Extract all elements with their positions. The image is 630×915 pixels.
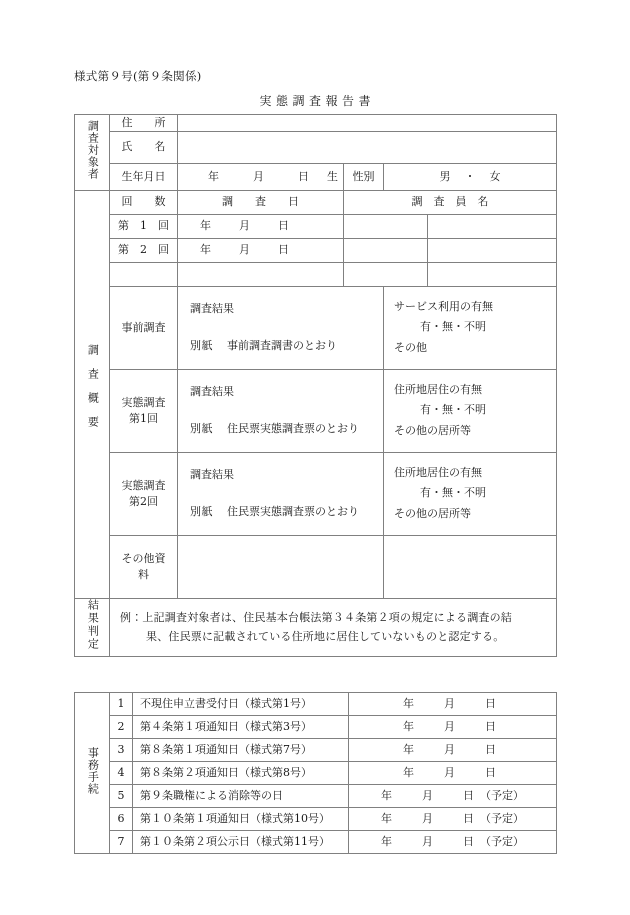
preliminary-survey-row — [75, 286, 557, 369]
procedure-row-date[interactable] — [349, 716, 557, 739]
actual-survey-2-attachment-prefix: 別紙 — [190, 504, 213, 518]
procedure-planned-marker: （予定） — [480, 812, 524, 826]
preliminary-survey-body[interactable] — [178, 286, 384, 369]
outline-vertical-label-text: 調査概要 — [86, 343, 100, 440]
actual-survey-1-attachment-prefix: 別紙 — [190, 421, 213, 435]
table-row — [75, 762, 557, 785]
visit-2-day-marker: 日 — [278, 243, 289, 257]
dob-day-marker: 日 — [298, 169, 309, 183]
subject-dob-row — [75, 163, 557, 190]
visit-3-count[interactable] — [110, 262, 178, 286]
procedure-planned-marker: （予定） — [480, 835, 524, 849]
actual-survey-2-label-line-2: 第2回 — [129, 494, 158, 508]
judgement-vertical-label — [75, 598, 110, 656]
actual-survey-2-finding-other: その他の居所等 — [394, 507, 471, 521]
procedure-row-item: 第８条第１項通知日（様式第7号） — [133, 739, 349, 762]
table-row — [75, 238, 557, 262]
preliminary-survey-label — [110, 286, 178, 369]
procedure-row-item: 第８条第２項通知日（様式第8号） — [133, 762, 349, 785]
procedure-vertical-label — [75, 693, 110, 854]
subject-name-row — [75, 131, 557, 163]
actual-survey-1-finding-line-1: 住所地居住の有無 — [394, 382, 482, 396]
actual-survey-2-attachment-text: 住民票実態調査票のとおり — [227, 504, 359, 518]
actual-survey-2-result-label: 調査結果 — [190, 468, 234, 482]
preliminary-finding-line-1: サービス利用の有無 — [394, 299, 493, 313]
other-materials-finding[interactable] — [384, 535, 557, 598]
preliminary-attachment-prefix: 別紙 — [190, 338, 213, 352]
subject-vertical-label — [75, 115, 110, 191]
procedure-row-date[interactable] — [349, 762, 557, 785]
procedure-row-number: 7 — [110, 831, 133, 854]
page-title: 実態調査報告書 — [259, 94, 375, 108]
actual-survey-2-label — [110, 452, 178, 535]
actual-survey-2-finding-line-1: 住所地居住の有無 — [394, 465, 482, 479]
other-materials-label-line-2: 料 — [138, 567, 149, 581]
procedure-month-marker: 月 — [444, 720, 455, 734]
visit-2-investigator-2[interactable] — [428, 238, 557, 262]
procedure-row-item: 第９条職権による消除等の日 — [133, 785, 349, 808]
visit-1-year-marker: 年 — [200, 219, 211, 233]
name-field[interactable] — [178, 131, 557, 163]
procedure-day-marker: 日 — [463, 812, 474, 826]
actual-survey-1-label-line-2: 第1回 — [129, 411, 158, 425]
dob-field[interactable] — [178, 163, 344, 190]
procedure-month-marker: 月 — [422, 812, 433, 826]
preliminary-attachment — [190, 338, 383, 355]
actual-survey-2-attachment — [190, 504, 383, 521]
procedure-year-marker: 年 — [381, 812, 392, 826]
visit-1-date[interactable] — [178, 214, 344, 238]
procedure-month-marker: 月 — [444, 697, 455, 711]
judgement-line-2: 果、住民票に記載されている住所地に居住していないものと認定する。 — [146, 630, 505, 644]
table-row — [75, 214, 557, 238]
procedure-row-number: 4 — [110, 762, 133, 785]
sex-label: 性別 — [344, 163, 384, 190]
other-materials-label-line-1: その他資 — [121, 552, 166, 565]
procedure-row-date[interactable] — [349, 693, 557, 716]
sex-male-option[interactable]: 男 — [439, 169, 451, 183]
procedure-day-marker: 日 — [463, 789, 474, 803]
procedure-day-marker: 日 — [485, 720, 496, 734]
preliminary-attachment-text: 事前調査調書のとおり — [227, 338, 337, 352]
actual-survey-2-finding-options[interactable]: 有・無・不明 — [420, 486, 486, 500]
table-row — [75, 831, 557, 854]
sex-choice[interactable] — [384, 163, 557, 190]
procedure-row-date[interactable] — [349, 739, 557, 762]
actual-survey-2-label-line-1: 実態調査 — [121, 479, 166, 492]
judgement-line-1: 例：上記調査対象者は、住民基本台帳法第３４条第２項の規定による調査の結 — [120, 611, 512, 625]
procedure-month-marker: 月 — [444, 766, 455, 780]
visit-2-year-marker: 年 — [200, 243, 211, 257]
judgement-text[interactable] — [110, 598, 557, 656]
procedure-year-marker: 年 — [403, 697, 414, 711]
dob-label: 生年月日 — [110, 163, 178, 190]
procedure-day-marker: 日 — [485, 743, 496, 757]
judgement-vertical-label-text: 結果判定 — [86, 598, 100, 651]
sex-separator: ・ — [464, 169, 476, 183]
procedure-row-item: 不現住申立書受付日（様式第1号） — [133, 693, 349, 716]
procedure-planned-marker: （予定） — [480, 789, 524, 803]
procedure-year-marker: 年 — [381, 789, 392, 803]
actual-survey-2-finding[interactable] — [384, 452, 557, 535]
preliminary-result-label: 調査結果 — [190, 302, 234, 316]
name-label: 氏 名 — [110, 131, 178, 163]
procedure-row-date[interactable] — [349, 831, 557, 854]
actual-survey-2-body[interactable] — [178, 452, 384, 535]
preliminary-finding-options[interactable]: 有・無・不明 — [420, 320, 486, 334]
procedure-row-item: 第１０条第２項公示日（様式第11号） — [133, 831, 349, 854]
table-row — [75, 716, 557, 739]
visit-2-investigator-1[interactable] — [344, 238, 428, 262]
table-row — [75, 808, 557, 831]
visit-3-investigator-2[interactable] — [428, 262, 557, 286]
survey-report-table — [74, 114, 557, 657]
other-materials-body[interactable] — [178, 535, 384, 598]
actual-survey-1-finding-options[interactable]: 有・無・不明 — [420, 403, 486, 417]
procedure-year-marker: 年 — [403, 766, 414, 780]
outline-vertical-label — [75, 190, 110, 598]
actual-survey-1-finding-other: その他の居所等 — [394, 424, 471, 438]
procedure-year-marker: 年 — [403, 720, 414, 734]
procedure-row-number: 6 — [110, 808, 133, 831]
form-number: 様式第９号(第９条関係) — [74, 69, 202, 83]
visit-2-count: 第 2 回 — [110, 238, 178, 262]
actual-survey-1-attachment — [190, 421, 383, 438]
visit-1-investigator-1[interactable] — [344, 214, 428, 238]
procedure-row-item: 第４条第１項通知日（様式第3号） — [133, 716, 349, 739]
table-row — [75, 739, 557, 762]
actual-survey-1-label — [110, 369, 178, 452]
visit-count-header: 回 数 — [110, 190, 178, 214]
visit-2-month-marker: 月 — [239, 243, 250, 257]
preliminary-finding[interactable] — [384, 286, 557, 369]
visit-1-investigator-2[interactable] — [428, 214, 557, 238]
visit-3-investigator-1[interactable] — [344, 262, 428, 286]
procedure-year-marker: 年 — [403, 743, 414, 757]
actual-survey-1-attachment-text: 住民票実態調査票のとおり — [227, 421, 359, 435]
visit-2-date[interactable] — [178, 238, 344, 262]
dob-suffix: 生 — [327, 169, 338, 183]
preliminary-finding-other: その他 — [394, 341, 427, 355]
procedure-row-number: 3 — [110, 739, 133, 762]
procedure-year-marker: 年 — [381, 835, 392, 849]
procedure-day-marker: 日 — [485, 766, 496, 780]
visit-1-day-marker: 日 — [278, 219, 289, 233]
procedure-row-number: 1 — [110, 693, 133, 716]
other-materials-label — [110, 535, 178, 598]
procedure-month-marker: 月 — [422, 835, 433, 849]
table-row — [75, 262, 557, 286]
investigator-name-header: 調 査 員 名 — [344, 190, 557, 214]
procedure-row-date[interactable] — [349, 785, 557, 808]
dob-year-marker: 年 — [208, 169, 219, 183]
procedure-row-number: 5 — [110, 785, 133, 808]
address-field[interactable] — [178, 115, 557, 132]
actual-survey-1-body[interactable] — [178, 369, 384, 452]
actual-survey-2-row — [75, 452, 557, 535]
visit-header-row — [75, 190, 557, 214]
procedure-month-marker: 月 — [422, 789, 433, 803]
other-materials-row — [75, 535, 557, 598]
table-row — [75, 693, 557, 716]
visit-3-date[interactable] — [178, 262, 344, 286]
procedure-month-marker: 月 — [444, 743, 455, 757]
actual-survey-1-row — [75, 369, 557, 452]
actual-survey-1-label-line-1: 実態調査 — [121, 396, 166, 409]
subject-address-row — [75, 115, 557, 132]
procedure-vertical-label-text: 事務手続 — [86, 746, 100, 795]
judgement-row — [75, 598, 557, 656]
visit-1-count: 第 1 回 — [110, 214, 178, 238]
procedure-day-marker: 日 — [485, 697, 496, 711]
dob-month-marker: 月 — [253, 169, 264, 183]
subject-vertical-label-text: 調査対象者 — [86, 120, 100, 180]
procedure-row-item: 第１０条第１項通知日（様式第10号） — [133, 808, 349, 831]
procedure-table — [74, 692, 557, 854]
table-row — [75, 785, 557, 808]
actual-survey-1-result-label: 調査結果 — [190, 385, 234, 399]
procedure-row-number: 2 — [110, 716, 133, 739]
address-label: 住 所 — [110, 115, 178, 132]
visit-date-header: 調 査 日 — [178, 190, 344, 214]
sex-female-option[interactable]: 女 — [489, 169, 501, 183]
actual-survey-1-finding[interactable] — [384, 369, 557, 452]
visit-1-month-marker: 月 — [239, 219, 250, 233]
procedure-row-date[interactable] — [349, 808, 557, 831]
preliminary-survey-label-text: 事前調査 — [121, 320, 166, 334]
procedure-day-marker: 日 — [463, 835, 474, 849]
